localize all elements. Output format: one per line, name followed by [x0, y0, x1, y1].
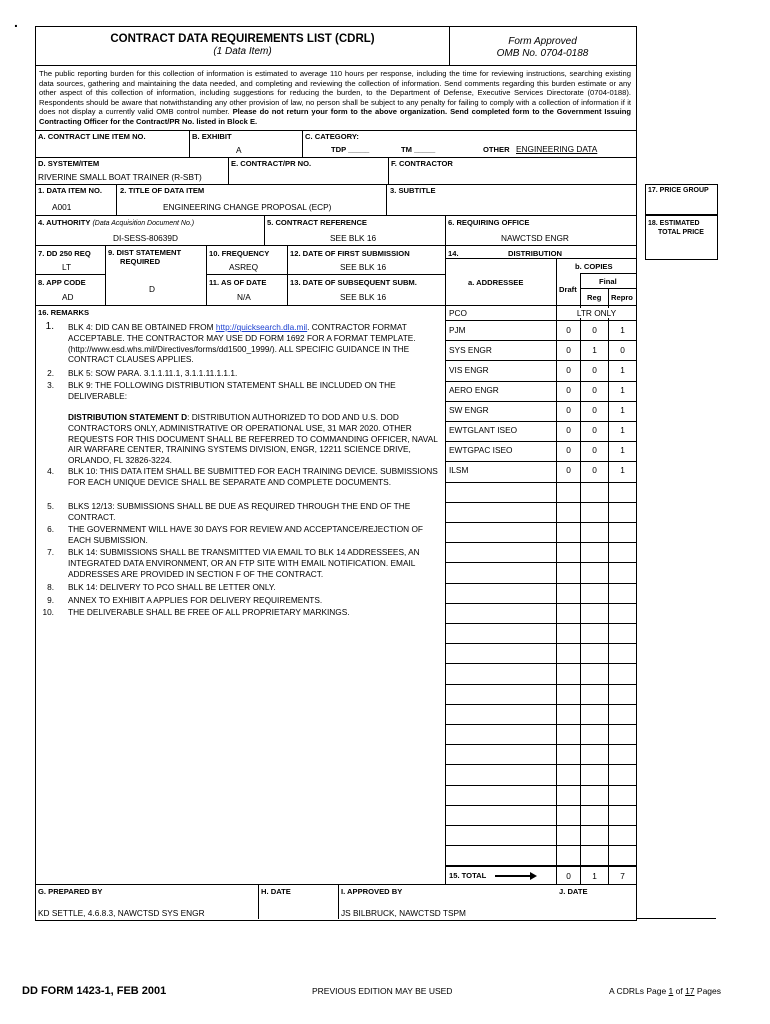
- grid-line: [446, 381, 636, 382]
- addressee: VIS ENGR: [449, 365, 489, 375]
- block-9-label-2: REQUIRED: [120, 257, 161, 266]
- reg-copies: 0: [592, 465, 597, 475]
- grid-line: [446, 805, 636, 806]
- reg-copies: 0: [592, 325, 597, 335]
- block-8-label: 8. APP CODE: [38, 278, 86, 287]
- block-5-label: 5. CONTRACT REFERENCE: [267, 218, 367, 227]
- block-9-label-1: 9. DIST STATEMENT: [108, 248, 182, 257]
- remark-number: 1.: [45, 321, 54, 332]
- remark-text: BLK 14: DELIVERY TO PCO SHALL BE LETTER ONLY.: [68, 582, 276, 592]
- repro-copies: 1: [620, 325, 625, 335]
- block-17-label: 17. PRICE GROUP: [648, 187, 709, 194]
- grid-line: [446, 744, 636, 745]
- block-6-label: 6. REQUIRING OFFICE: [448, 218, 530, 227]
- remark-text: [68, 412, 440, 466]
- total-reg: 1: [592, 871, 597, 881]
- burden-text: The public reporting burden for this collection of information is estimated to average 110 hours per response, including the time for reviewing instructions, searching existing data sources, gathering and maintaining the data needed, and completing and reviewing the collection of information. Send comments regarding this burden estimate or any other aspect of this collection of information, including suggestions for reducing the burden, to the Department of Defense, Executive Services Directorate (0704-0188). Respondents should be aware that notwithstanding any other provision of law, no person shall be subject to any penalty for failing to comply with a collection of information if it does not display a currently valid OMB control number.: [39, 69, 631, 117]
- grid-line: [446, 340, 636, 341]
- addressee: ILSM: [449, 465, 469, 475]
- block-13-value: SEE BLK 16: [340, 292, 387, 302]
- remark-number: 5.: [47, 501, 54, 511]
- page-of: of: [673, 986, 686, 996]
- reg-copies: 0: [592, 405, 597, 415]
- quicksearch-link[interactable]: http://quicksearch.dla.mil: [215, 322, 308, 332]
- block-4-value: DI-SESS-80639D: [113, 233, 179, 243]
- grid-line: [446, 704, 636, 705]
- block-11-value: N/A: [237, 292, 251, 302]
- total-arrow-line: [495, 875, 531, 877]
- block-11-label: 11. AS OF DATE: [209, 278, 267, 287]
- grid-line: [446, 845, 636, 846]
- remark-6: [38, 524, 438, 546]
- category-other-label: OTHER: [483, 145, 510, 154]
- block-4-note: (Data Acquisition Document No.): [92, 220, 195, 227]
- form-subtitle: (1 Data Item): [213, 46, 272, 57]
- total-label: 15. TOTAL: [449, 871, 487, 880]
- remark-text: BLKS 12/13: SUBMISSIONS SHALL BE DUE AS REQUIRED THROUGH THE END OF THE CONTRACT.: [68, 501, 411, 522]
- page-number: 1: [668, 986, 674, 996]
- remark-text: THE DELIVERABLE SHALL BE FREE OF ALL PROPRIETARY MARKINGS.: [68, 607, 350, 617]
- grid-line: [446, 320, 636, 321]
- arrow-right-icon: [530, 872, 537, 880]
- remark-text: BLK 9: THE FOLLOWING DISTRIBUTION STATEMENT SHALL BE INCLUDED ON THE DELIVERABLE:: [68, 380, 396, 401]
- remark-text-part: BLK 4: DID CAN BE OBTAINED FROM: [68, 322, 216, 332]
- block-12-label: 12. DATE OF FIRST SUBMISSION: [290, 249, 410, 258]
- block-5-value: SEE BLK 16: [330, 233, 377, 243]
- grid-line: [446, 482, 636, 483]
- copies-header: b. COPIES: [575, 262, 613, 271]
- remark-text: THE GOVERNMENT WILL HAVE 30 DAYS FOR REVIEW AND ACCEPTANCE/REJECTION OF EACH SUBMISSION.: [68, 524, 423, 545]
- pco-addressee: PCO: [449, 308, 467, 318]
- grid-line: [446, 785, 636, 786]
- block-c-label: C. CATEGORY:: [305, 132, 359, 141]
- form-approved: Form Approved: [508, 36, 577, 47]
- remark-2: [38, 368, 438, 380]
- remark-text: BLK 10: THIS DATA ITEM SHALL BE SUBMITTED FOR EACH TRAINING DEVICE. SUBMISSIONS FOR EACH UNIQUE DEVICE SHALL BE SEPARATE AND COMPLETE DOCUMENTS.: [68, 466, 438, 487]
- remark-number: 4.: [47, 466, 54, 476]
- remark-3: [38, 380, 438, 404]
- remark-number: 7.: [47, 547, 54, 557]
- block-2-label: 2. TITLE OF DATA ITEM: [120, 186, 205, 195]
- omb-number: OMB No. 0704-0188: [496, 48, 589, 59]
- draft-copies: 0: [566, 385, 571, 395]
- remark-number: 10.: [42, 607, 54, 617]
- burden-instructions: Please do not return your form to the above organization. Send completed form to the Government Issuing Contracting Officer for the Contract/PR No. listed in Block E.: [39, 107, 631, 126]
- block-1-value: A001: [52, 202, 72, 212]
- draft-copies: 0: [566, 345, 571, 355]
- block-d-label: D. SYSTEM/ITEM: [38, 159, 100, 168]
- block-a-label: A. CONTRACT LINE ITEM NO.: [38, 132, 146, 141]
- grid-line: [446, 724, 636, 725]
- block-4-title: 4. AUTHORITY: [38, 218, 91, 227]
- draft-header: Draft: [559, 285, 577, 294]
- remark-number: 3.: [47, 380, 54, 390]
- reg-copies: 1: [592, 345, 597, 355]
- reg-copies: 0: [592, 365, 597, 375]
- grid-line: [446, 603, 636, 604]
- grid-line: [446, 825, 636, 826]
- addressee: AERO ENGR: [449, 385, 499, 395]
- remark-number: 6.: [47, 524, 54, 534]
- distribution-header: DISTRIBUTION: [508, 249, 562, 258]
- remark-text: [68, 322, 440, 365]
- block-7-label: 7. DD 250 REQ: [38, 249, 91, 258]
- burden-statement: [39, 69, 631, 127]
- repro-copies: 1: [620, 405, 625, 415]
- remark-text: BLK 5: SOW PARA. 3.1.1.11.1, 3.1.1.11.1.1.1.: [68, 368, 238, 378]
- repro-copies: 1: [620, 465, 625, 475]
- corner-mark: .: [14, 14, 18, 30]
- grid-line: [446, 643, 636, 644]
- remark-9: [38, 595, 438, 607]
- pco-copies: LTR ONLY: [557, 308, 636, 318]
- block-3-label: 3. SUBTITLE: [390, 186, 436, 195]
- block-18-label-2: TOTAL PRICE: [658, 229, 704, 236]
- draft-copies: 0: [566, 465, 571, 475]
- distribution-statement-title: DISTRIBUTION STATEMENT D: [68, 412, 188, 422]
- repro-copies: 1: [620, 385, 625, 395]
- remark-number: 2.: [47, 368, 54, 378]
- remark-number: 8.: [47, 582, 54, 592]
- block-9-value: D: [149, 284, 155, 294]
- draft-copies: 0: [566, 405, 571, 415]
- draft-copies: 0: [566, 325, 571, 335]
- grid-line: [446, 401, 636, 402]
- block-b-label: B. EXHIBIT: [192, 132, 232, 141]
- block-f-label: F. CONTRACTOR: [391, 159, 453, 168]
- remark-1: [38, 322, 438, 366]
- repro-header: Repro: [611, 293, 633, 302]
- draft-copies: 0: [566, 365, 571, 375]
- reg-copies: 0: [592, 425, 597, 435]
- block-j-label: J. DATE: [559, 887, 588, 896]
- block-d-value: RIVERINE SMALL BOAT TRAINER (R-SBT): [38, 172, 202, 182]
- block-13-label: 13. DATE OF SUBSEQUENT SUBM.: [290, 278, 417, 287]
- block-8-value: AD: [62, 292, 74, 302]
- grid-line: [446, 623, 636, 624]
- final-header: Final: [599, 277, 617, 286]
- grid-line: [446, 441, 636, 442]
- repro-copies: 1: [620, 425, 625, 435]
- addressee: EWTGPAC ISEO: [449, 445, 513, 455]
- block-2-value: ENGINEERING CHANGE PROPOSAL (ECP): [163, 202, 332, 212]
- grid-line: [446, 421, 636, 422]
- remark-5: [38, 501, 438, 523]
- block-18-label-1: 18. ESTIMATED: [648, 220, 700, 227]
- block-10-label: 10. FREQUENCY: [209, 249, 270, 258]
- repro-copies: 1: [620, 365, 625, 375]
- remark-text-part: . CONTRACTOR FORMAT ACCEPTABLE. THE CONTRACTOR MAY USE DD FORM 1692 FOR A FORMAT TEMPLATE. (http://www.esd.whs.mil/Directives/forms/dd1500_1999/). ALL SPECIFIC GUIDANCE IN THE CONTRACT CLAUSES APPLIES.: [68, 322, 416, 365]
- category-tdp: TDP _____: [331, 145, 370, 154]
- remark-text-part: : DISTRIBUTION AUTHORIZED TO DOD AND U.S. DOD CONTRACTORS ONLY, ADMINISTRATIVE OR OPERATIONAL USE, 31 MAR 2020. OTHER REQUESTS FOR THIS DOCUMENT SHALL BE REFERRED TO COMMANDING OFFICER, NAVAL AIR WARFARE CENTER, TRAINING SYSTEMS DIVISION, ENGR, 12211 SCIENCE DRIVE, ORLANDO, FL 32826-3224.: [68, 412, 438, 466]
- block-g-label: G. PREPARED BY: [38, 887, 103, 896]
- reg-copies: 0: [592, 385, 597, 395]
- reg-header: Reg: [587, 293, 602, 302]
- block-14-label: 14.: [448, 249, 459, 258]
- grid-line: [446, 684, 636, 685]
- form-number: DD FORM 1423-1, FEB 2001: [22, 985, 167, 997]
- block-16-label: 16. REMARKS: [38, 308, 90, 317]
- page-suffix: Pages: [694, 986, 722, 996]
- grid-line: [446, 764, 636, 765]
- grid-line: [446, 522, 636, 523]
- remark-7: [38, 547, 438, 580]
- block-7-value: LT: [62, 262, 72, 272]
- block-i-label: I. APPROVED BY: [341, 887, 403, 896]
- block-e-label: E. CONTRACT/PR NO.: [231, 159, 312, 168]
- reg-copies: 0: [592, 445, 597, 455]
- block-g-value: KD SETTLE, 4.6.8.3, NAWCTSD SYS ENGR: [38, 908, 205, 918]
- total-repro: 7: [620, 871, 625, 881]
- remark-text: BLK 14: SUBMISSIONS SHALL BE TRANSMITTED VIA EMAIL TO BLK 14 ADDRESSEES, AN INTEGRATED DATA ENVIRONMENT, OR AN FTP SITE WITH EMAIL NOTIFICATION. EMAIL ADDRESSES ARE PROVIDED IN SECTION F OF THE CONTRACT.: [68, 547, 420, 579]
- grid-line: [446, 461, 636, 462]
- grid-line: [446, 663, 636, 664]
- block-10-value: ASREQ: [229, 262, 259, 272]
- addressee: EWTGLANT ISEO: [449, 425, 518, 435]
- block-6-value: NAWCTSD ENGR: [501, 233, 569, 243]
- form-title: CONTRACT DATA REQUIREMENTS LIST (CDRL): [110, 33, 375, 45]
- block-i-value: JS BILBRUCK, NAWCTSD TSPM: [341, 908, 466, 918]
- addressee: SYS ENGR: [449, 345, 492, 355]
- page-indicator: [609, 986, 721, 996]
- remark-text: ANNEX TO EXHIBIT A APPLIES FOR DELIVERY REQUIREMENTS.: [68, 595, 323, 605]
- grid-line: [446, 542, 636, 543]
- grid-line: [446, 502, 636, 503]
- previous-edition: PREVIOUS EDITION MAY BE USED: [312, 986, 453, 996]
- addressee: PJM: [449, 325, 466, 335]
- category-tm: TM _____: [401, 145, 436, 154]
- addressee-header: a. ADDRESSEE: [468, 278, 524, 287]
- draft-copies: 0: [566, 425, 571, 435]
- grid-line: [446, 583, 636, 584]
- block-12-value: SEE BLK 16: [340, 262, 387, 272]
- remark-number: 9.: [47, 595, 54, 605]
- addressee: SW ENGR: [449, 405, 489, 415]
- page-prefix: A CDRLs Page: [609, 986, 669, 996]
- block-b-value: A: [236, 145, 242, 155]
- draft-copies: 0: [566, 445, 571, 455]
- block-h-label: H. DATE: [261, 887, 291, 896]
- remark-4: [38, 466, 438, 499]
- block-1-label: 1. DATA ITEM NO.: [38, 186, 102, 195]
- page-total: 17: [685, 986, 695, 996]
- remark-10: [38, 607, 438, 619]
- repro-copies: 1: [620, 445, 625, 455]
- grid-line: [446, 562, 636, 563]
- category-other-value: ENGINEERING DATA: [516, 144, 598, 154]
- remark-8: [38, 582, 438, 594]
- block-4-label: [38, 218, 194, 227]
- total-draft: 0: [566, 871, 571, 881]
- distribution-statement: [38, 412, 438, 464]
- grid-line: [446, 360, 636, 361]
- repro-copies: 0: [620, 345, 625, 355]
